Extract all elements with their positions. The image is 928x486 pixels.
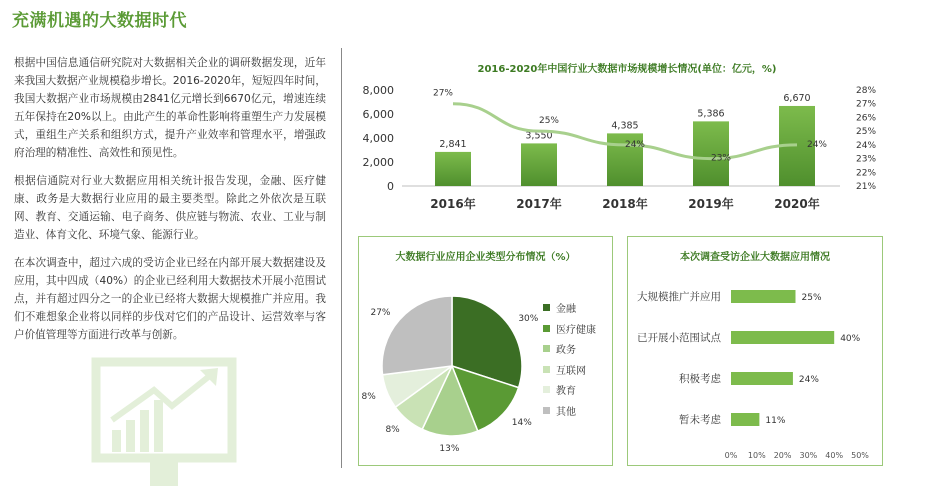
y2-tick-label: 28% [856, 86, 877, 96]
x-tick-label: 2020年 [774, 197, 820, 211]
legend-swatch [543, 366, 550, 373]
application-chart-title: 本次调查受访企业大数据应用情况 [680, 252, 830, 263]
x-tick-label: 2018年 [602, 197, 648, 211]
x-tick-label: 2017年 [516, 197, 562, 211]
x-tick-label: 40% [825, 451, 844, 460]
bar-value-label: 2,841 [439, 138, 467, 150]
legend-label: 政务 [556, 345, 576, 356]
legend-label: 互联网 [556, 365, 586, 377]
hbar-value-label: 24% [798, 375, 819, 385]
category-label: 暂未考虑 [679, 414, 721, 426]
hbar-已开展小范围试点 [731, 331, 834, 344]
y2-tick-label: 27% [856, 99, 877, 110]
y2-tick-label: 22% [856, 168, 877, 179]
x-tick-label: 2016年 [430, 197, 476, 211]
category-label: 已开展小范围试点 [637, 332, 721, 344]
x-tick-label: 0% [724, 451, 738, 460]
y2-tick-label: 21% [856, 182, 877, 192]
growth-rate-label: 24% [624, 139, 646, 150]
legend-label: 教育 [556, 386, 576, 397]
y2-tick-label: 24% [856, 140, 877, 151]
pie-slice-label: 27% [370, 307, 391, 318]
y-tick-label: 2,000 [362, 156, 394, 169]
market-size-chart [360, 78, 920, 218]
category-label: 大规模推广并应用 [637, 291, 721, 303]
x-tick-label: 20% [773, 451, 792, 460]
category-label: 积极考虑 [679, 373, 721, 385]
legend-swatch [543, 304, 550, 311]
y-tick-label: 4,000 [362, 132, 394, 145]
y2-tick-label: 23% [856, 154, 877, 165]
legend-item [543, 341, 576, 356]
bar-value-label: 6,670 [783, 92, 811, 104]
bar-value-label: 4,385 [611, 120, 639, 132]
growth-monitor-icon [94, 360, 234, 486]
market-chart-title: 2016-2020年中国行业大数据市场规模增长情况(单位：亿元，%) [477, 64, 777, 75]
growth-rate-label: 27% [432, 88, 454, 99]
y-tick-label: 6,000 [362, 108, 394, 121]
pie-slice-label: 8% [361, 392, 376, 403]
legend-item [543, 300, 576, 315]
page-title: 充满机遇的大数据时代 [12, 11, 187, 31]
legend-item [543, 382, 576, 397]
x-tick-label: 50% [851, 451, 869, 460]
legend-label: 金融 [556, 304, 576, 315]
bar-value-label: 3,550 [525, 130, 553, 142]
hbar-value-label: 40% [840, 334, 861, 344]
hbar-积极考虑 [731, 372, 793, 385]
intro-text [14, 54, 326, 354]
application-status-bar-chart [628, 266, 882, 466]
y-tick-label: 0 [387, 180, 394, 193]
legend-item [543, 403, 576, 418]
y-tick-label: 8,000 [362, 84, 394, 97]
growth-rate-label: 25% [538, 116, 560, 127]
pie-slice-其他 [382, 296, 452, 375]
y2-tick-label: 26% [856, 113, 877, 124]
hbar-value-label: 11% [765, 416, 786, 426]
legend-swatch [543, 345, 550, 352]
bar-value-label: 5,386 [697, 108, 725, 120]
hbar-value-label: 25% [801, 293, 822, 303]
pie-slice-label: 14% [511, 418, 532, 429]
hbar-大规模推广并应用 [731, 290, 796, 303]
paragraph-1: 根据中国信息通信研究院对大数据相关企业的调研数据发现，近年来我国大数据产业规模稳步增长。2016-2020年，短短四年时间，我国大数据产业市场规模由2841亿元增长到6670亿元，增速连续五年保持在20%以上。由此产生的革命性影响将重塑生产力发展模式，重组生产关系和组织方式，提升产业效率和管理水平，增强政府治理的精准性、高效性和预见性。 [14, 57, 326, 159]
bar-2016年 [435, 152, 471, 186]
x-tick-label: 2019年 [688, 197, 734, 211]
paragraph-3: 在本次调查中，超过六成的受访企业已经在内部开展大数据建设及应用，其中四成（40%）的企业已经利用大数据技术开展小范围试点，并有超过四分之一的企业已经将大数据大规模推广并应用。我们不难想象企业将以同样的步伐对它们的产品设计、运营效率与客户价值管理等方面进行改革与创新。 [14, 257, 326, 341]
pie-slice-label: 30% [518, 313, 539, 324]
growth-rate-label: 24% [806, 139, 828, 150]
vertical-divider [341, 48, 342, 468]
legend-item [543, 362, 586, 377]
legend-swatch [543, 386, 550, 393]
x-tick-label: 10% [747, 451, 766, 460]
paragraph-2: 根据信通院对行业大数据应用相关统计报告发现，金融、医疗健康、政务是大数据行业应用的最主要类型。除此之外依次是互联网、教育、交通运输、电子商务、供应链与物流、农业、工业与制造业、体育文化、环境气象、能源行业。 [14, 175, 326, 241]
bar-2017年 [521, 143, 557, 186]
pie-slice-label: 13% [439, 443, 460, 454]
pie-slice-label: 8% [385, 425, 400, 436]
y2-tick-label: 25% [856, 127, 877, 138]
legend-swatch [543, 325, 550, 332]
pie-chart-title: 大数据行业应用企业类型分布情况（%） [395, 252, 576, 263]
industry-type-pie-chart [361, 286, 539, 456]
hbar-暂未考虑 [731, 413, 759, 426]
legend-label: 其他 [556, 406, 576, 418]
legend-swatch [543, 407, 550, 414]
x-tick-label: 30% [799, 451, 818, 460]
legend-item [543, 321, 596, 336]
legend-label: 医疗健康 [556, 324, 596, 336]
growth-rate-label: 23% [710, 153, 732, 164]
